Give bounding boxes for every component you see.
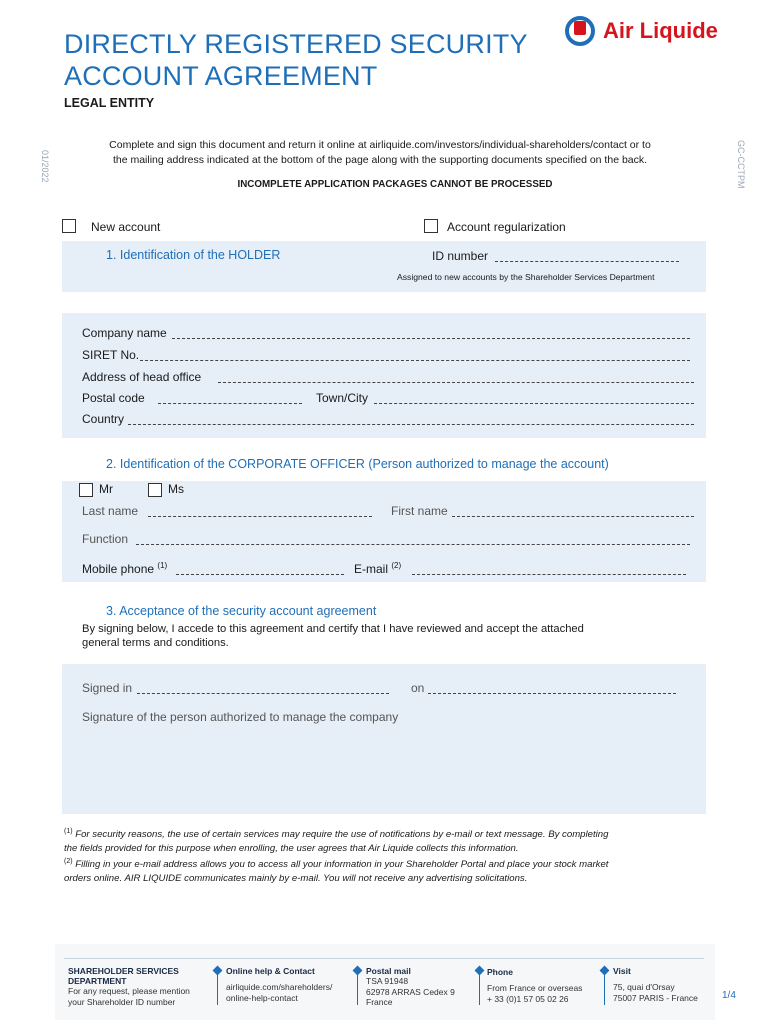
footer-services-head2: DEPARTMENT — [68, 976, 127, 986]
footnote-1-marker: (1) — [64, 828, 73, 835]
id-number-note: Assigned to new accounts by the Shareholder Services Department — [397, 272, 655, 282]
email-footnote-ref: (2) — [391, 561, 402, 570]
town-label: Town/City — [316, 391, 369, 405]
footer-phone-number[interactable]: + 33 (0)1 57 05 02 26 — [487, 993, 569, 1004]
address-label: Address of head office — [82, 370, 202, 384]
function-field[interactable] — [136, 535, 690, 545]
incomplete-warning: INCOMPLETE APPLICATION PACKAGES CANNOT BE PROCESSED — [237, 179, 553, 190]
footer-services-head1: SHAREHOLDER SERVICES — [68, 966, 179, 976]
footer-mail-line1: TSA 91948 — [366, 976, 409, 986]
mr-label: Mr — [99, 482, 113, 496]
postal-code-field[interactable] — [158, 394, 302, 404]
footer-col-rule — [217, 975, 218, 1005]
document-title-line2: ACCOUNT AGREEMENT — [64, 61, 378, 91]
last-name-field[interactable] — [148, 507, 372, 517]
mr-checkbox[interactable] — [79, 483, 93, 497]
regularization-label: Account regularization — [447, 220, 566, 234]
footnote-1-line1 — [64, 825, 724, 842]
acceptance-text — [82, 622, 584, 650]
company-name-label: Company name — [82, 326, 167, 340]
address-field[interactable] — [218, 373, 694, 383]
document-title-line1: DIRECTLY REGISTERED SECURITY — [64, 29, 528, 59]
footer-col-rule — [479, 975, 480, 1005]
footer-col-rule — [357, 975, 358, 1005]
on-label: on — [411, 681, 425, 695]
footnote-2-marker: (2) — [64, 858, 73, 866]
logo-text: Air Liquide — [603, 18, 718, 43]
footer-col-visit — [613, 966, 698, 1003]
footer-visit-line2: 75007 PARIS - France — [613, 992, 698, 1003]
air-liquide-logo — [565, 14, 740, 48]
email-text: E-mail — [354, 562, 389, 576]
footer-col-rule — [604, 975, 605, 1005]
mobile-field[interactable] — [176, 565, 344, 575]
section3-title: 3. Acceptance of the security account agreement — [106, 604, 377, 618]
mobile-footnote-ref: (1) — [157, 561, 168, 570]
mobile-label — [82, 561, 167, 576]
footer-phone-text: From France or overseas — [487, 983, 583, 993]
first-name-field[interactable] — [452, 507, 694, 517]
footer-online-link1[interactable]: airliquide.com/shareholders/ — [226, 982, 333, 992]
last-name-label: Last name — [82, 504, 139, 518]
footer-mail-line3: France — [366, 997, 393, 1007]
section1-title: 1. Identification of the HOLDER — [106, 248, 281, 262]
side-reference: GC-CCTPM — [736, 140, 746, 189]
intro-text — [60, 138, 700, 168]
footer-mail-line2: 62978 ARRAS Cedex 9 — [366, 986, 455, 997]
country-label: Country — [82, 412, 125, 426]
siret-label: SIRET No. — [82, 348, 140, 362]
postal-code-label: Postal code — [82, 391, 145, 405]
footnote-2-line2: orders online. AIR LIQUIDE communicates mainly by e-mail. You will not receive any advertising solicitations. — [64, 872, 528, 884]
logo-mark-icon — [574, 21, 586, 35]
signature-area[interactable] — [82, 728, 692, 808]
footer-col-online — [226, 966, 332, 1003]
mobile-text: Mobile phone — [82, 562, 155, 576]
signature-label: Signature of the person authorized to manage the company — [82, 710, 399, 724]
first-name-label: First name — [391, 504, 448, 518]
footer-phone-head: Phone — [487, 967, 513, 977]
ms-checkbox[interactable] — [148, 483, 162, 497]
email-label — [354, 561, 401, 576]
footer-visit-line1: 75, quai d'Orsay — [613, 982, 675, 992]
section2-title: 2. Identification of the CORPORATE OFFICER (Person authorized to manage the account) — [106, 457, 609, 471]
town-field[interactable] — [374, 394, 694, 404]
new-account-label: New account — [91, 220, 161, 234]
signed-in-label: Signed in — [82, 681, 133, 695]
footer-divider — [64, 958, 704, 959]
new-account-checkbox[interactable] — [62, 219, 76, 233]
page-number: 1/4 — [722, 990, 736, 1001]
footer-col-mail — [366, 966, 455, 1008]
footer-online-head: Online help & Contact — [226, 966, 315, 976]
footer-services-text1: For any request, please mention — [68, 986, 190, 996]
company-name-field[interactable] — [172, 329, 690, 339]
acceptance-line2: general terms and conditions. — [82, 637, 229, 649]
footer-mail-head: Postal mail — [366, 966, 411, 976]
intro-line1: Complete and sign this document and return it online at airliquide.com/investors/individual-shareholders/contact or to — [109, 139, 651, 151]
date-field[interactable] — [428, 684, 676, 694]
footnotes — [64, 825, 724, 885]
email-field[interactable] — [412, 565, 686, 575]
side-date-wrap — [40, 150, 52, 210]
footer-col-phone — [487, 967, 582, 1004]
intro-line2: the mailing address indicated at the bottom of the page along with the supporting documents specified on the back. — [112, 154, 648, 166]
function-label: Function — [82, 532, 129, 546]
regularization-checkbox[interactable] — [424, 219, 438, 233]
side-date: 01/2022 — [40, 150, 50, 183]
document-subtitle: LEGAL ENTITY — [64, 96, 155, 110]
country-field[interactable] — [128, 415, 694, 425]
siret-field[interactable] — [140, 351, 690, 361]
footnote-1-line2: the fields provided for this purpose when enrolling, the user agrees that Air Liquide collects this information. — [64, 842, 519, 854]
footnote-1-text1: For security reasons, the use of certain services may require the use of notifications by e-mail or text message. By completing — [75, 829, 609, 841]
id-number-label: ID number — [432, 249, 489, 263]
acceptance-line1: By signing below, I accede to this agreement and certify that I have reviewed and accept the attached — [82, 623, 584, 635]
footer-services-text2: your Shareholder ID number — [68, 996, 176, 1007]
footer-online-link2[interactable]: online-help-contact — [226, 992, 298, 1003]
side-ref-wrap — [736, 140, 748, 200]
footer-col-services — [68, 966, 190, 1007]
id-number-field[interactable] — [495, 252, 679, 262]
ms-label: Ms — [168, 482, 184, 496]
signed-in-field[interactable] — [137, 684, 389, 694]
footnote-2-line1 — [64, 855, 724, 872]
footer-visit-head: Visit — [613, 966, 631, 976]
footnote-2-text1: Filling in your e-mail address allows you to access all your information in your Shareholder Portal and place your stock market — [75, 859, 609, 871]
